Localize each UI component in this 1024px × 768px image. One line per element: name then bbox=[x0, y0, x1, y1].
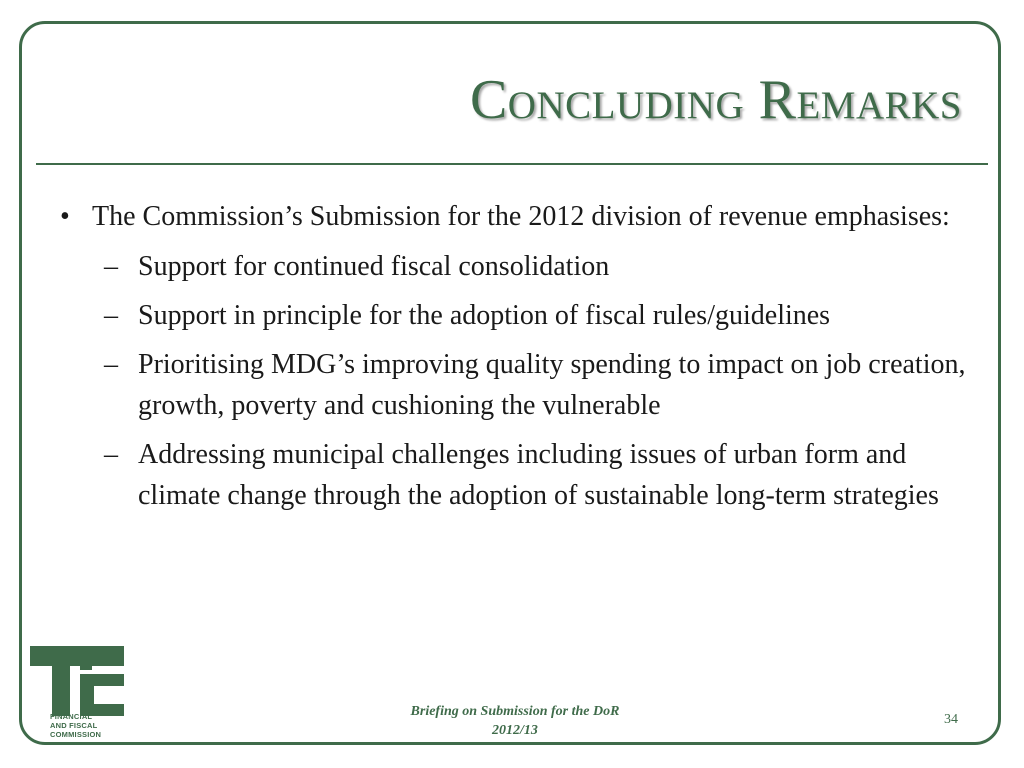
slide-title: Concluding Remarks bbox=[469, 69, 962, 131]
sub-bullet-list bbox=[60, 246, 978, 516]
sub-bullet-marker: – bbox=[104, 349, 118, 380]
sub-bullet-marker: – bbox=[104, 300, 118, 331]
sub-bullet-item bbox=[60, 295, 978, 336]
slide-footer bbox=[380, 702, 650, 740]
sub-bullet-text: Addressing municipal challenges including issues of urban form and climate change through the adoption of sustainable long-term strategies bbox=[138, 439, 939, 511]
sub-bullet-item bbox=[60, 434, 978, 516]
footer-line: 2012/13 bbox=[492, 723, 538, 738]
sub-bullet-marker: – bbox=[104, 439, 118, 470]
sub-bullet-marker: – bbox=[104, 251, 118, 282]
main-bullet-text: The Commission’s Submission for the 2012 division of revenue emphasises: bbox=[92, 201, 950, 232]
logo-wordmark bbox=[50, 712, 101, 739]
footer-line: Briefing on Submission for the DoR bbox=[410, 704, 620, 719]
sub-bullet-text: Prioritising MDG’s improving quality spending to impact on job creation, growth, poverty and cushioning the vulnerable bbox=[138, 349, 966, 421]
sub-bullet-item bbox=[60, 344, 978, 426]
sub-bullet-text: Support in principle for the adoption of fiscal rules/guidelines bbox=[138, 300, 831, 331]
page-number: 34 bbox=[944, 712, 958, 727]
sub-bullet-item bbox=[60, 246, 978, 287]
title-divider bbox=[36, 163, 988, 165]
main-bullet bbox=[60, 196, 978, 238]
logo-line: FINANCIAL bbox=[50, 712, 93, 721]
logo-line: AND FISCAL bbox=[50, 721, 98, 730]
logo-line: COMMISSION bbox=[50, 730, 102, 739]
bullet-marker: • bbox=[60, 201, 70, 232]
slide-content bbox=[60, 196, 978, 516]
sub-bullet-text: Support for continued fiscal consolidation bbox=[138, 251, 610, 282]
